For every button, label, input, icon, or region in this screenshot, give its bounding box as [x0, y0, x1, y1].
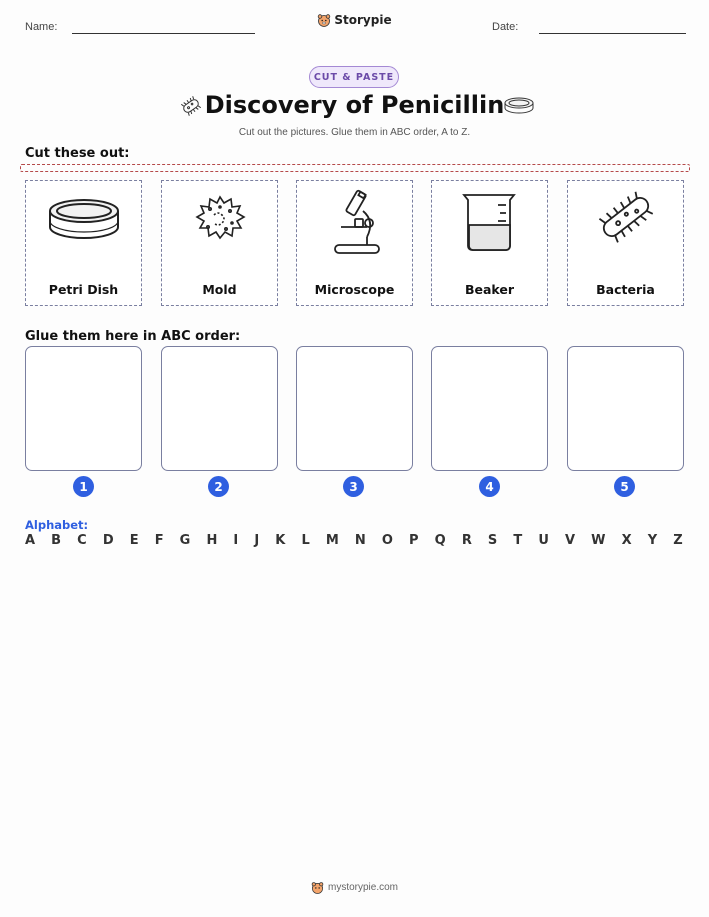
order-number-badge: 3: [343, 476, 364, 497]
glue-box-3[interactable]: [296, 346, 413, 471]
glue-box-4[interactable]: [431, 346, 548, 471]
alphabet-letter: S: [487, 533, 498, 548]
alphabet-letter: T: [513, 533, 523, 548]
page-title: Discovery of Penicillin: [204, 91, 505, 119]
glue-section-label: Glue them here in ABC order:: [25, 329, 241, 344]
alphabet-letter: F: [154, 533, 164, 548]
alphabet-letter: M: [325, 533, 339, 548]
alphabet-letter: G: [179, 533, 191, 548]
alphabet-letter: O: [381, 533, 393, 548]
cut-line: [20, 164, 690, 172]
alphabet-letter: R: [461, 533, 472, 548]
date-label: Date:: [492, 21, 519, 33]
alphabet-letter: K: [275, 533, 286, 548]
activity-badge: CUT & PASTE: [309, 66, 399, 88]
date-line[interactable]: [539, 33, 686, 34]
alphabet-letter: H: [206, 533, 218, 548]
glue-box-5[interactable]: [567, 346, 684, 471]
instructions: Cut out the pictures. Glue them in ABC order, A to Z.: [238, 127, 471, 138]
alphabet-label: Alphabet:: [25, 518, 89, 532]
alphabet-letter: D: [102, 533, 114, 548]
card-mold[interactable]: [161, 180, 278, 306]
alphabet-letter: X: [621, 533, 632, 548]
alphabet-letter: E: [129, 533, 139, 548]
card-label: Petri Dish: [48, 282, 119, 297]
brand-name: Storypie: [334, 13, 392, 27]
alphabet-letter: A: [25, 533, 36, 548]
alphabet-letter: B: [51, 533, 62, 548]
card-label: Microscope: [314, 282, 395, 297]
bacteria-icon: [586, 187, 666, 257]
order-number-badge: 1: [73, 476, 94, 497]
alphabet-letter: U: [538, 533, 549, 548]
alphabet-letter: N: [354, 533, 366, 548]
card-microscope[interactable]: [296, 180, 413, 306]
alphabet-letter: Q: [434, 533, 446, 548]
name-line[interactable]: [72, 33, 255, 34]
storypie-mascot-icon: [317, 13, 331, 27]
alphabet-letter: Z: [673, 533, 683, 548]
microscope-icon: [315, 187, 395, 257]
alphabet-letter: W: [591, 533, 606, 548]
alphabet-letter: P: [409, 533, 419, 548]
glue-box-1[interactable]: [25, 346, 142, 471]
mold-icon: [180, 187, 260, 257]
alphabet-letter: V: [565, 533, 576, 548]
alphabet-letter: Y: [647, 533, 658, 548]
alphabet-row: [25, 533, 683, 548]
petri-dish-icon: [44, 187, 124, 257]
alphabet-letter: J: [254, 533, 260, 548]
card-label: Beaker: [464, 282, 515, 297]
alphabet-letter: C: [77, 533, 87, 548]
card-label: Mold: [202, 282, 237, 297]
alphabet-letter: L: [301, 533, 310, 548]
card-beaker[interactable]: [431, 180, 548, 306]
glue-box-2[interactable]: [161, 346, 278, 471]
footer: [0, 881, 709, 897]
card-bacteria[interactable]: [567, 180, 684, 306]
beaker-icon: [450, 187, 530, 257]
storypie-mascot-icon: [311, 881, 324, 894]
order-number-badge: 5: [614, 476, 635, 497]
alphabet-letter: I: [233, 533, 239, 548]
footer-url[interactable]: mystorypie.com: [327, 882, 398, 893]
order-number-badge: 4: [479, 476, 500, 497]
card-label: Bacteria: [596, 282, 655, 297]
petri-dish-icon: [503, 95, 535, 117]
order-number-badge: 2: [208, 476, 229, 497]
cut-section-label: Cut these out:: [25, 146, 130, 161]
card-petri-dish[interactable]: [25, 180, 142, 306]
brand-logo: [0, 13, 709, 30]
name-label: Name:: [25, 21, 58, 33]
